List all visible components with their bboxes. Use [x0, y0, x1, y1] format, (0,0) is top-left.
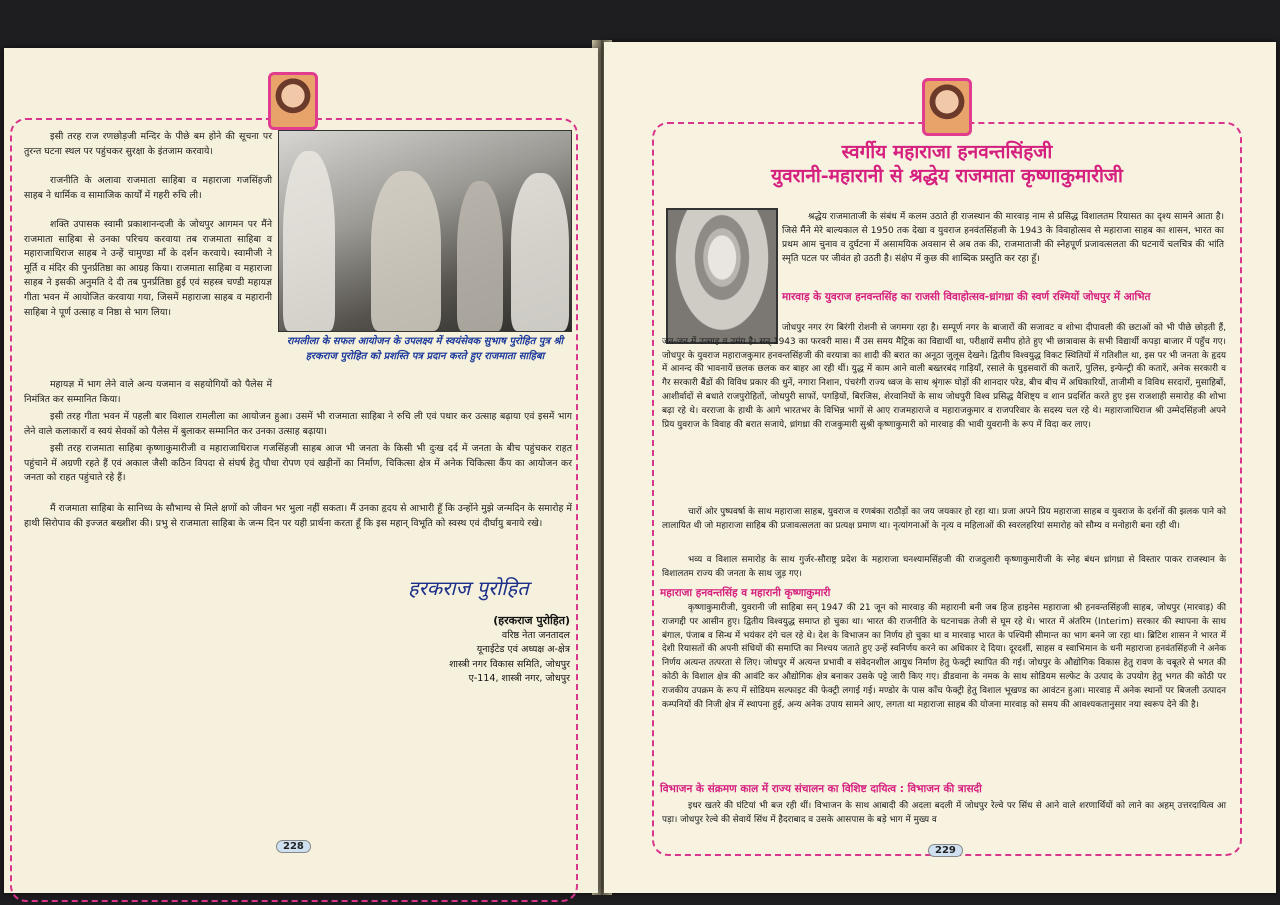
author-name: (हरकराज पुरोहित) [493, 614, 570, 627]
author-line: ए-114, शास्त्री नगर, जोधपुर [468, 673, 570, 684]
intro-paragraph: श्रद्धेय राजमाताजी के संबंध में कलम उठाते ही राजस्थान की मारवाड़ नाम से प्रसिद्ध विशालतम रियासत का दृश्य सामने आता है। जिसे मैंने मेरे बाल्यकाल से 1950 तक देखा व युवराज हनवंतसिंहजी के 1943 के विवाहोत्सव से महाराजा साहब का शासन, भारत का प्रथम आम चुनाव व दुर्घटना में असामयिक अवसान से अब तक की, राजमाताजी की स्नेहपूर्ण प्रजावत्सलता की घटनायें चलचित्र की भांति स्मृति पटल पर जीवंत हो उठती है। संक्षेप में कुछ की शाब्दिक प्रस्तुति कर रहा हूँ। [782, 212, 1224, 264]
paragraph: राजनीति के अलावा राजमाता साहिबा व महाराजा गजसिंहजी साहब ने धार्मिक व सामाजिक कार्यों में गहरी रुचि ली। [24, 175, 272, 201]
paragraph: इसी तरह गीता भवन में पहली बार विशाल रामलीला का आयोजन हुआ। उसमें भी राजमाता साहिबा ने रुचि ली एवं पधार कर उत्साह बढ़ाया एवं इसमें भाग लेने वाले कलाकारों व स्वयं सेवकों को पैलेस में बुलाकर सम्मानित कर उनका उत्साह बढ़ाया। [24, 411, 572, 437]
paragraph: शक्ति उपासक स्वामी प्रकाशानन्दजी के जोधपुर आगमन पर मैंने राजमाता साहिबा से उनका परिचय करवाया तब राजमाता साहिबा व महाराजाधिराज साहब ने उन्हें चामुण्डा माँ के दर्शन करवाये। स्वामीजी ने मूर्ति व मंदिर की पुनर्प्रतिष्ठा का आग्रह किया। राजमाता साहिबा व महाराजा साहब ने इसकी अनुमति दे दी तब पुनर्प्रतिष्ठा हुई एवं सहस्त्र चण्डी महायज्ञ गीता भवन में आयोजित करवाया गया, जिसमें महाराजा साहब व महारानी साहिबा ने पूर्ण उत्साह व निष्ठा से भाग लिया। [24, 219, 272, 318]
paragraph: भव्य व विशाल समारोह के साथ गुर्जर-सौराष्ट्र प्रदेश के महाराजा घनश्यामसिंहजी की राजदुलारी कृष्णाकुमारीजी के स्नेह बंधन ध्रांगध्रा से विस्तार पाकर राजस्थान के विशालतम राज्य की जनता के साथ जुड़ गए। [662, 555, 1226, 579]
paragraph: मैं राजमाता साहिबा के सानिध्य के सौभाग्य से मिले क्षणों को जीवन भर भुला नहीं सकता। मैं उनका हृदय से आभारी हूँ कि उन्होंने मुझे जन्मदिन के समारोह में हाथी सिरोपाव की इज्जत बख्शीश की। प्रभु से राजमाता साहिबा के जन्म दिन पर यही प्रार्थना करता हूँ कि इस महान् विभूति को स्वस्थ एवं दीर्घायु बनाये रखे। [24, 503, 572, 529]
paragraph: कृष्णाकुमारीजी, युवरानी जी साहिबा सन् 1947 की 21 जून को मारवाड़ की महारानी बनी जब हिज हाइनेस महाराजा श्री हनवन्तसिंहजी साहब, जोधपुर (मारवाड़) की राजगद्दी पर आसीन हुए। द्वितीय विश्वयुद्ध समाप्त हो चुका था। भारत की राजनीति के घटनाचक्र तेजी से घूम रहे थे। भारत में अंतरिम (Interim) सरकार की स्थापना के साथ बंगाल, पंजाब व सिन्ध में भयंकर दंगे चल रहे थे। देश के विभाजन का निर्णय हो चुका था व मारवाड़ भारत के पश्चिमी सीमान्त का भाग बनने जा रहा था। ब्रिटिश शासन ने भारत में देशी रियासतों की अपनी संधियों की समाप्ति का निश्चय जताते हुए उन्हें स्वनिर्णय करने का अधिकार दे दिया। दूरदर्शी, साहस व स्वाभिमान के धनी महाराजा हनवंतसिंहजी ने अनेक निर्णय अत्यन्त तत्परता से लिए। जोधपुर में अत्यन्त प्रभावी व संवेदनशील आयुध निर्माण हेतु फेक्ट्री स्थापित की गई। जोधपुर के औद्योगिक विकास हेतु रावण के चबूतरे से भगत की कोठी के विशाल क्षेत्र की आवंटि कर औद्योगिक क्षेत्र बनाकर उसके पट्टे जारी किए गए। डीडवाना के नमक के साथ सोडियम सल्फेट के उत्पाद के उपयोग हेतु भगत की कोठी पर राजकीय उपक्रम के रूप में सोडियम सल्फाइट की फेक्ट्री लगाई गई। मण्डोर के पास काँच फेक्ट्री हेतु विशाल भूखण्ड का आवंटन हुआ। मारवाड़ में अनेक स्थानों पर बिजली उत्पादन कम्पनियों की निजी क्षेत्र में स्थापना हुई, अन्य अनेक उपाय सामने आए, लगता था महाराजा साहब की योजना मारवाड़ को समय की आवश्यकतानुसार नया स्वरूप देने की है। [662, 603, 1226, 710]
author-line: यूनाईटेड एवं अध्यक्ष अ-क्षेत्र [476, 644, 570, 655]
title-line-2: युवरानी-महारानी से श्रद्धेय राजमाता कृष्णाकुमारीजी [771, 165, 1123, 187]
rajmata-cameo-icon [268, 72, 318, 130]
section-heading: महाराजा हनवन्तसिंह व महारानी कृष्णाकुमारी [660, 587, 831, 599]
section-heading: मारवाड़ के युवराज हनवन्तसिंह का राजसी विवाहोत्सव-ध्रांगध्रा की स्वर्ण रश्मियों जोधपुर में आभित [782, 291, 1151, 303]
title-line-1: स्वर्गीय महाराजा हनवन्तसिंहजी [841, 141, 1053, 163]
paragraph: इसी तरह राज रणछोड़जी मन्दिर के पीछे बम होने की सूचना पर तुरन्त घटना स्थल पर पहुंचकर सुरक्षा के इंतजाम करवाये। [24, 131, 272, 157]
photo-caption: रामलीला के सफल आयोजन के उपलक्ष्य में स्वयंसेवक सुभाष पुरोहित पुत्र श्री हरकराज पुरोहित को प्रशस्ति पत्र प्रदान करते हुए राजमाता साहिबा [286, 336, 564, 362]
section-heading: विभाजन के संक्रमण काल में राज्य संचालन का विशिष्ट दायित्व : विभाजन की त्रासदी [660, 783, 982, 795]
author-block [449, 614, 570, 687]
left-page [4, 48, 598, 893]
right-page [604, 42, 1276, 893]
rajmata-cameo-icon [922, 78, 972, 136]
paragraph: जोधपुर नगर रंग बिरंगी रोशनी से जगमगा रहा है। सम्पूर्ण नगर के बाजारों की सजावट व शोभा दीपावली की छटाओं को भी पीछे छोड़ती हैं, जन-जन में उत्साह व उमंग है। सन् 1943 का फरवरी मास। मैं उस समय मैट्रिक का विद्यार्थी था, परीक्षायें समीप होते हुए भी छात्रावास के सभी विद्यार्थी कपड़ा बाजार में पहुँच गए। जोधपुर के युवराज महाराजकुमार हनवन्तसिंहजी की वरयात्रा का शादी की बरात का अनूठा जुलूस देखने। द्वितीय विश्वयुद्ध विकट स्थितियों में गतिशील था, इस पर भी जनता के हृदय में आनन्द की भावनायें छलक छलक कर बाहर आ रही थीं। युद्ध में काम आने वाली बख्तरबंद गाड़ियाँ, रसाले के घुड़सवारों की कतारें, पुलिस, इन्फेन्ट्री की कतारें, अनेक सरकारी व गैर सरकारी बैंडों की विविध प्रकार की धुनें, नगारा निशान, पंचरंगी राज्य ध्वज के साथ श्रृंगारू घोड़ों की शानदार परेड, बीच बीच में अधिकारियों, ताजीमी व विविध सरदारों, मुसाहिबों, आशीर्वादों से बधाते राजपुरोहितों, जोधपुरी साफों, पगड़ियों, बिरजिस, शेरवानियों के साथ जोधपुरी विश्व प्रसिद्ध वैशिष्ट्य व शान प्रदर्शित करते हुए इस राजशाही समारोह की शोभा बढ़ा रहे थे। वरराजा के हाथी के आगे भारतभर के विभिन्न भागों से आए राजमहाराजे व महाराजकुमार व राजपरिवार के सदस्य चल रहे थे। महाराजाधिराज श्री उम्मेदसिंहजी अपने प्रिय युवराज के विवाह की बरात सजाये, ध्रांगध्रा की राजकुमारी सुश्री कृष्णाकुमारी को मारवाड़ की भावी युवरानी के रूप में विदा कर लाए। [662, 323, 1226, 430]
ramlila-photo [278, 130, 572, 332]
author-line: वरिष्ठ नेता जनतादल [501, 629, 570, 641]
page-number: 229 [928, 844, 963, 857]
paragraph: इसी तरह राजमाता साहिबा कृष्णाकुमारीजी व महाराजाधिराज गजसिंहजी साहब आज भी जनता के किसी भी दुःख दर्द में जनता के बीच पहुंचकर राहत पहुंचाने में अग्रणी रहते हैं एवं अकाल जैसी कठिन विपदा से संघर्ष हेतु पौधा रोपण एवं खड़ीनों का निर्माण, चिकित्सा क्षेत्र में अनेक चिकित्सा कैंप का आयोजन कर जनता को राहत पहुंचाते रहे हैं। [24, 443, 572, 484]
paragraph: महायज्ञ में भाग लेने वाले अन्य यजमान व सहयोगियों को पैलेस में निमंत्रित कर सम्मानित किया। [24, 379, 272, 405]
page-number: 228 [276, 840, 311, 853]
author-line: शास्त्री नगर विकास समिति, जोधपुर [449, 658, 570, 670]
signature: हरकराज पुरोहित [408, 576, 529, 600]
paragraph: इधर खतरे की घंटियां भी बज रही थीं। विभाजन के साथ आबादी की अदला बदली में जोधपुर रेल्वे पर सिंध से आने वाले शरणार्थियों को लाने का अहम् उत्तरदायित्व आ पड़ा। जोधपुर रेल्वे की सेवायें सिंध में हैदराबाद व उसके आसपास के बड़े भाग में मुख्य व [662, 801, 1226, 825]
paragraph: चारों ओर पुष्पवर्षा के साथ महाराजा साहब, युवराज व रणबंका राठौड़ों का जय जयकार हो रहा था। प्रजा अपने प्रिय महाराजा साहब व युवराज के दर्शनों की झलक पाने को लालायित थी जो महाराजा साहिब की प्रजावत्सलता का प्रत्यक्ष प्रमाण था। नृत्यांगनाओं के नृत्य व महिलाओं की स्वरलहरियां समारोह को सौम्य व मनोहारी बना रही थी। [662, 507, 1226, 531]
